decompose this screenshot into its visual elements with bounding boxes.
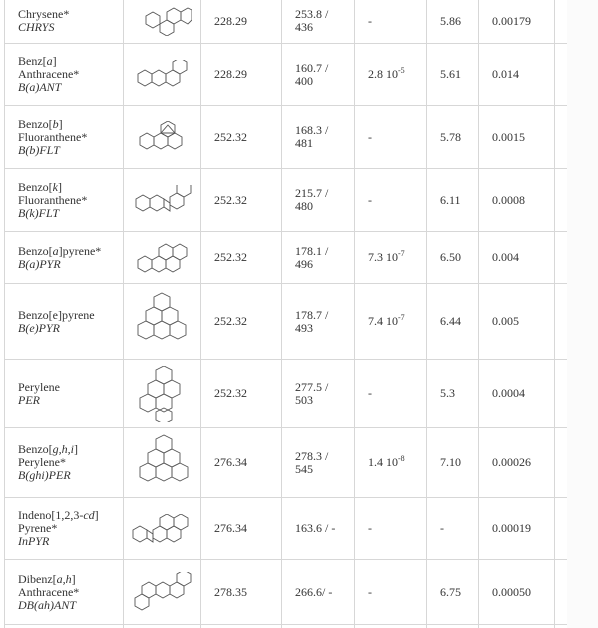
extra-cell xyxy=(555,232,568,284)
extra-cell xyxy=(555,625,568,628)
melting-point: 168.3 / xyxy=(295,123,329,137)
table-row xyxy=(5,625,568,628)
vapor-pressure-value: 7.4 10 xyxy=(368,314,398,328)
structure-cell xyxy=(124,169,201,232)
melting-point: 278.3 / xyxy=(295,448,329,463)
vapor-pressure-value: - xyxy=(368,13,372,28)
solubility-cell: 0.004 xyxy=(479,232,555,284)
melting-point: 253.8 / xyxy=(295,7,329,21)
vapor-pressure-value: - xyxy=(368,129,372,144)
structure-cell xyxy=(124,232,201,284)
table-row xyxy=(5,560,568,625)
compound-name-line: Pyrene* xyxy=(18,521,58,535)
molar-mass-cell: 252.32 xyxy=(201,106,282,169)
boiling-point: 436 xyxy=(295,20,313,34)
log-kow-cell xyxy=(427,625,479,628)
melting-boiling-point-cell xyxy=(282,428,355,498)
melting-boiling-point-cell xyxy=(282,44,355,106)
compound-abbreviation: PER xyxy=(18,392,40,407)
vapor-pressure-exponent: -5 xyxy=(398,66,405,75)
molar-mass-cell: 276.34 xyxy=(201,428,282,498)
vapor-pressure-cell xyxy=(355,360,427,428)
molar-mass-cell: 252.32 xyxy=(201,284,282,360)
melting-boiling-point-cell xyxy=(282,498,355,560)
log-kow-cell: - xyxy=(427,498,479,560)
vapor-pressure-value: - xyxy=(368,386,372,400)
structure-cell xyxy=(124,360,201,428)
log-kow-cell: 6.75 xyxy=(427,560,479,625)
benz-a-anthracene-structure-icon xyxy=(130,60,194,90)
compound-name-cell xyxy=(5,428,124,498)
table-row xyxy=(5,106,568,169)
compound-name-line: Fluoranthene* xyxy=(18,129,88,144)
extra-cell xyxy=(555,560,568,625)
benzo-k-fluoranthene-structure-icon xyxy=(132,185,192,215)
molar-mass-cell: 252.32 xyxy=(201,360,282,428)
solubility-cell: 0.00179 xyxy=(479,0,555,44)
melting-point: 160.7 / xyxy=(295,60,329,75)
compound-name-line: Anthracene* xyxy=(18,584,80,599)
compound-name-cell xyxy=(5,284,124,360)
extra-cell xyxy=(555,284,568,360)
extra-cell xyxy=(555,0,568,44)
molar-mass-cell: 252.32 xyxy=(201,169,282,232)
compound-name-line: Perylene xyxy=(18,379,60,394)
structure-cell xyxy=(124,625,201,628)
vapor-pressure-exponent: -8 xyxy=(398,454,405,463)
solubility-cell: 0.005 xyxy=(479,284,555,360)
compound-abbreviation: CHRYS xyxy=(18,20,55,34)
compound-abbreviation: B(ghi)PER xyxy=(18,468,71,482)
table-row xyxy=(5,169,568,232)
structure-cell xyxy=(124,428,201,498)
compound-abbreviation: DB(ah)ANT xyxy=(18,597,76,612)
structure-cell xyxy=(124,106,201,169)
table-row xyxy=(5,428,568,498)
solubility-cell: 0.0004 xyxy=(479,360,555,428)
log-kow-cell: 6.50 xyxy=(427,232,479,284)
vapor-pressure-cell xyxy=(355,284,427,360)
vapor-pressure-cell xyxy=(355,169,427,232)
vapor-pressure-exponent: -7 xyxy=(398,249,405,258)
melting-boiling-point-cell xyxy=(282,284,355,360)
melting-point: 266.6/ - xyxy=(295,584,333,599)
melting-boiling-point-cell xyxy=(282,232,355,284)
log-kow-cell: 6.44 xyxy=(427,284,479,360)
log-kow-cell: 6.11 xyxy=(427,169,479,232)
log-kow-cell: 5.61 xyxy=(427,44,479,106)
vapor-pressure-cell xyxy=(355,232,427,284)
compound-name-cell xyxy=(5,625,124,628)
vapor-pressure-exponent: -7 xyxy=(398,313,405,322)
melting-point: 215.7 / xyxy=(295,186,329,200)
vapor-pressure-cell xyxy=(355,625,427,628)
compound-abbreviation: B(e)PYR xyxy=(18,320,60,335)
molar-mass-cell: 228.29 xyxy=(201,44,282,106)
table-row xyxy=(5,44,568,106)
compound-name-cell xyxy=(5,560,124,625)
melting-boiling-point-cell xyxy=(282,560,355,625)
molar-mass-cell: 228.29 xyxy=(201,0,282,44)
compound-name-cell xyxy=(5,232,124,284)
extra-cell xyxy=(555,498,568,560)
compound-abbreviation: B(b)FLT xyxy=(18,142,60,157)
melting-boiling-point-cell xyxy=(282,169,355,232)
compound-abbreviation: InPYR xyxy=(18,534,50,548)
table-row xyxy=(5,498,568,560)
boiling-point: 400 xyxy=(295,73,313,88)
boiling-point: 545 xyxy=(295,461,313,476)
solubility-cell xyxy=(479,625,555,628)
extra-cell xyxy=(555,44,568,106)
melting-point: 163.6 / - xyxy=(295,521,336,535)
vapor-pressure-value: 2.8 10 xyxy=(368,67,398,81)
vapor-pressure-value: - xyxy=(368,192,372,207)
benzo-ghi-perylene-structure-icon xyxy=(134,433,190,493)
compound-name-cell xyxy=(5,498,124,560)
log-kow-cell: 5.86 xyxy=(427,0,479,44)
compound-name-cell xyxy=(5,44,124,106)
extra-cell xyxy=(555,106,568,169)
melting-point: 178.1 / xyxy=(295,243,329,258)
boiling-point: 496 xyxy=(295,256,313,271)
table-row xyxy=(5,360,568,428)
molar-mass-cell: 252.32 xyxy=(201,232,282,284)
benzo-a-pyrene-structure-icon xyxy=(132,242,192,274)
vapor-pressure-cell xyxy=(355,428,427,498)
vapor-pressure-value: 1.4 10 xyxy=(368,455,398,469)
pah-properties-table xyxy=(4,0,568,628)
compound-name-line: Perylene* xyxy=(18,455,66,469)
solubility-cell: 0.014 xyxy=(479,44,555,106)
vapor-pressure-cell xyxy=(355,498,427,560)
solubility-cell: 0.0008 xyxy=(479,169,555,232)
extra-cell xyxy=(555,169,568,232)
structure-cell xyxy=(124,44,201,106)
structure-cell xyxy=(124,284,201,360)
compound-name-line: Benzo[k] xyxy=(18,179,62,194)
structure-cell xyxy=(124,498,201,560)
benzo-b-fluoranthene-structure-icon xyxy=(132,121,192,153)
table-body xyxy=(5,0,568,628)
melting-boiling-point-cell xyxy=(282,0,355,44)
table-row xyxy=(5,232,568,284)
melting-point: 277.5 / xyxy=(295,379,329,394)
vapor-pressure-cell xyxy=(355,106,427,169)
solubility-cell: 0.00019 xyxy=(479,498,555,560)
compound-name-line: Fluoranthene* xyxy=(18,192,88,207)
compound-name-line: Benz[a] xyxy=(18,54,57,68)
compound-name-cell xyxy=(5,169,124,232)
page-right-margin xyxy=(567,0,598,628)
molar-mass-cell: 276.34 xyxy=(201,498,282,560)
compound-abbreviation: B(a)ANT xyxy=(18,80,62,94)
log-kow-cell: 7.10 xyxy=(427,428,479,498)
melting-boiling-point-cell xyxy=(282,360,355,428)
boiling-point: 480 xyxy=(295,199,313,213)
solubility-cell: 0.00026 xyxy=(479,428,555,498)
perylene-structure-icon xyxy=(134,366,190,422)
melting-boiling-point-cell xyxy=(282,625,355,628)
vapor-pressure-cell xyxy=(355,560,427,625)
log-kow-cell: 5.78 xyxy=(427,106,479,169)
compound-name-line: Chrysene* xyxy=(18,7,70,21)
structure-cell xyxy=(124,0,201,44)
vapor-pressure-cell xyxy=(355,44,427,106)
compound-name-cell xyxy=(5,0,124,44)
solubility-cell: 0.00050 xyxy=(479,560,555,625)
compound-name-cell xyxy=(5,360,124,428)
dibenz-ah-anthracene-structure-icon xyxy=(131,572,193,612)
table-row xyxy=(5,0,568,44)
molar-mass-cell xyxy=(201,625,282,628)
extra-cell xyxy=(555,360,568,428)
vapor-pressure-value: 7.3 10 xyxy=(368,250,398,264)
compound-name-cell xyxy=(5,106,124,169)
melting-point: 178.7 / xyxy=(295,307,329,322)
compound-name-line: Benzo[a]pyrene* xyxy=(18,243,102,258)
log-kow-cell: 5.3 xyxy=(427,360,479,428)
compound-name-line: Benzo[e]pyrene xyxy=(18,307,95,322)
compound-abbreviation: B(k)FLT xyxy=(18,205,60,220)
indeno-pyrene-structure-icon xyxy=(131,514,193,544)
structure-cell xyxy=(124,560,201,625)
table-row xyxy=(5,284,568,360)
extra-cell xyxy=(555,428,568,498)
compound-name-line: Dibenz[a,h] xyxy=(18,571,76,586)
boiling-point: 481 xyxy=(295,136,313,150)
vapor-pressure-value: - xyxy=(368,584,372,599)
benzo-e-pyrene-structure-icon xyxy=(134,291,190,353)
compound-name-line: Benzo[g,h,i] xyxy=(18,442,78,456)
vapor-pressure-cell xyxy=(355,0,427,44)
compound-name-line: Anthracene* xyxy=(18,67,80,81)
boiling-point: 493 xyxy=(295,320,313,335)
vapor-pressure-value: - xyxy=(368,521,372,535)
compound-name-line: Benzo[b] xyxy=(18,116,63,131)
molar-mass-cell: 278.35 xyxy=(201,560,282,625)
melting-boiling-point-cell xyxy=(282,106,355,169)
compound-name-line: Indeno[1,2,3-cd] xyxy=(18,508,99,522)
boiling-point: 503 xyxy=(295,392,313,407)
chrysene-structure-icon xyxy=(132,6,192,36)
compound-abbreviation: B(a)PYR xyxy=(18,256,61,271)
solubility-cell: 0.0015 xyxy=(479,106,555,169)
